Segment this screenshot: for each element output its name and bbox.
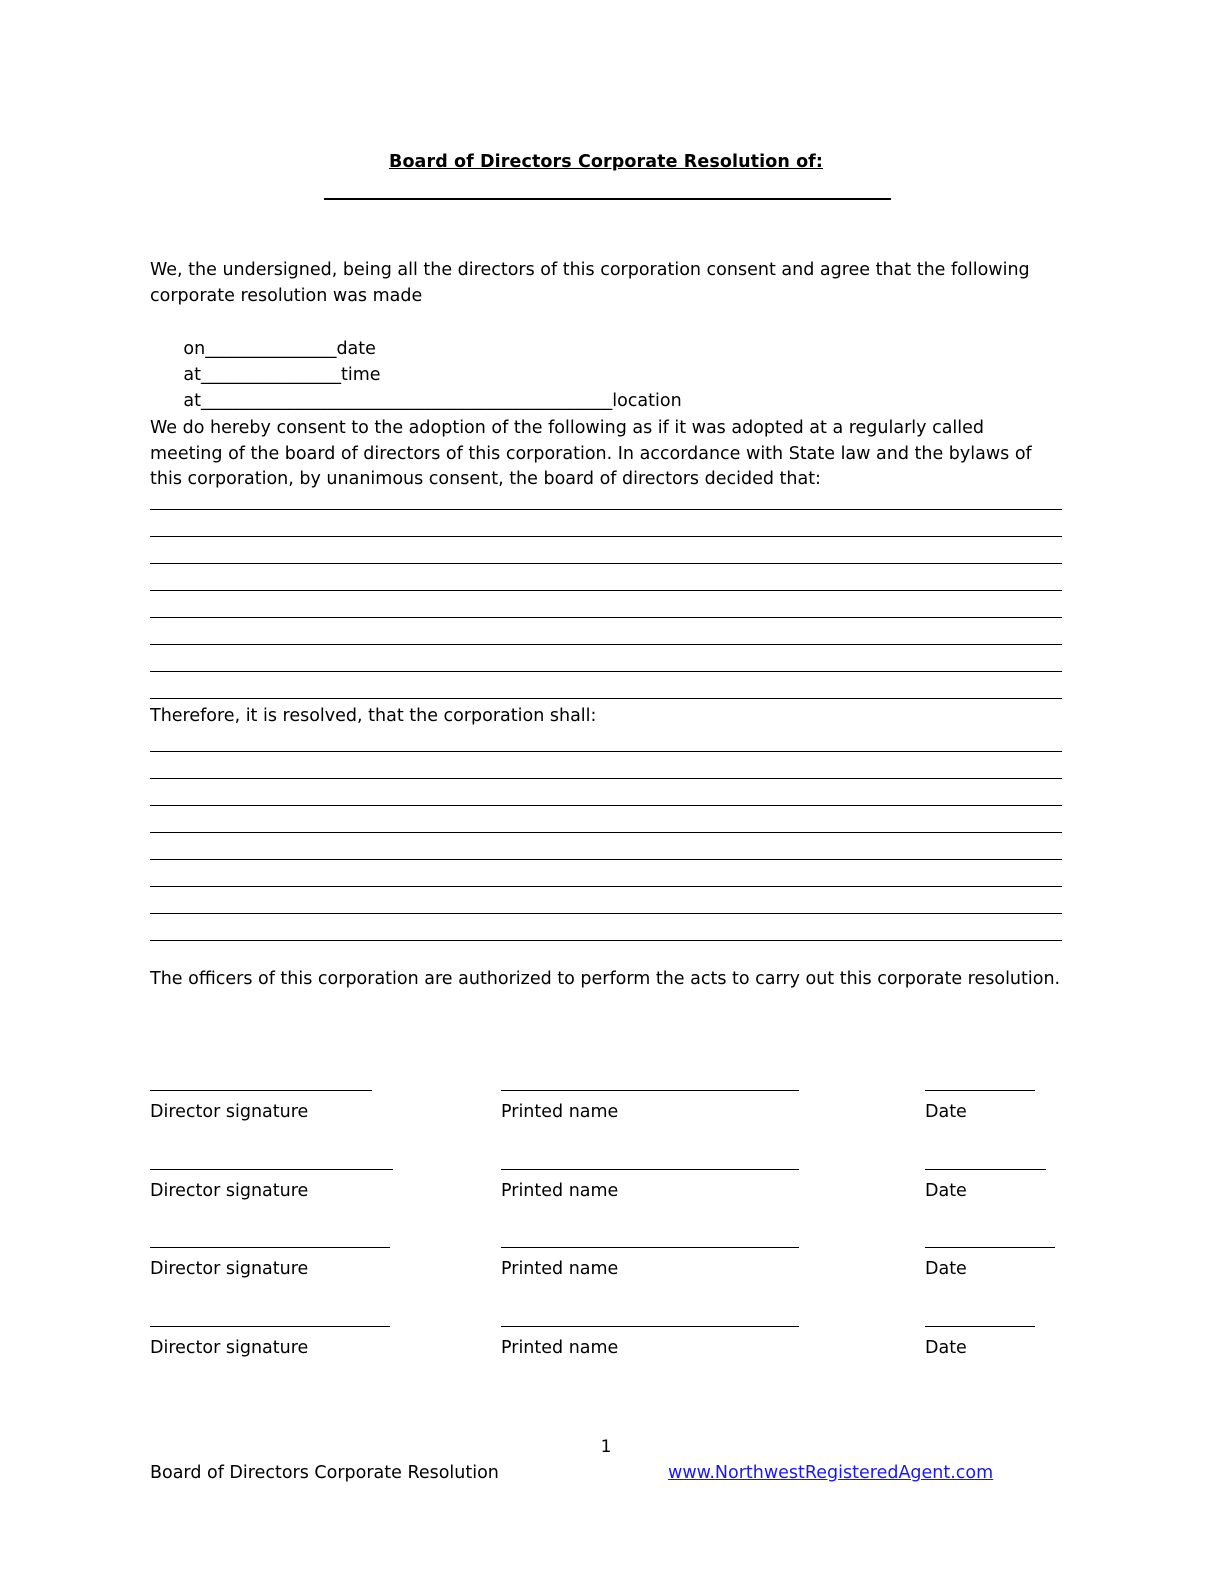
signature-row [150,1072,1062,1144]
resolution-write-line[interactable] [150,536,1062,537]
resolution-write-line[interactable] [150,563,1062,564]
fill-line-time-blank[interactable]: ________________ [200,364,341,385]
resolved-write-line[interactable] [150,778,1062,779]
resolved-write-line[interactable] [150,940,1062,941]
director-signature-label: Director signature [150,1102,309,1122]
fill-line-time-prefix: at [183,364,201,385]
footer-title: Board of Directors Corporate Resolution [150,1463,499,1483]
director-signature-line[interactable] [150,1247,390,1248]
resolution-write-line[interactable] [150,698,1062,699]
intro-paragraph: We, the undersigned, being all the directors of this corporation consent and agree that the following corporate resolution was made [150,260,1036,306]
printed-name-label: Printed name [501,1259,619,1279]
resolved-write-line[interactable] [150,832,1062,833]
resolution-write-line[interactable] [150,671,1062,672]
fill-line-time-suffix: time [340,364,381,385]
printed-name-label: Printed name [501,1102,619,1122]
date-line[interactable] [925,1326,1035,1327]
resolution-write-line[interactable] [150,644,1062,645]
date-label: Date [925,1259,967,1279]
resolved-write-line[interactable] [150,886,1062,887]
date-label: Date [925,1181,967,1201]
director-signature-label: Director signature [150,1338,309,1358]
fill-line-location-prefix: at [183,390,201,411]
resolved-write-line[interactable] [150,751,1062,752]
printed-name-line[interactable] [501,1326,799,1327]
signature-row [150,1151,1062,1223]
printed-name-label: Printed name [501,1338,619,1358]
footer-website-link[interactable]: www.NorthwestRegisteredAgent.com [668,1463,994,1483]
therefore-paragraph: Therefore, it is resolved, that the corporation shall: [150,706,597,726]
resolved-write-line[interactable] [150,805,1062,806]
fill-line-date-suffix: date [336,338,376,359]
date-line[interactable] [925,1247,1055,1248]
fill-line-date-blank[interactable]: _______________ [205,338,337,359]
date-label: Date [925,1338,967,1358]
authorization-paragraph: The officers of this corporation are authorized to perform the acts to carry out this corporate resolution. [150,969,1061,989]
page-title-container [150,152,1062,172]
resolved-write-line[interactable] [150,913,1062,914]
printed-name-label: Printed name [501,1181,619,1201]
resolution-write-line[interactable] [150,617,1062,618]
fill-line-location-blank[interactable]: _______________________________________________ [200,390,613,411]
director-signature-line[interactable] [150,1090,372,1091]
printed-name-line[interactable] [501,1169,799,1170]
director-signature-label: Director signature [150,1181,309,1201]
fill-line-date-prefix: on [183,338,206,359]
director-signature-line[interactable] [150,1326,390,1327]
title-blank-rule [324,198,891,200]
consent-paragraph: We do hereby consent to the adoption of the following as if it was adopted at a regularly called meeting of the board of directors of this corporation. In accordance with State law and the bylaws of this corporation, by unanimous consent, the board of directors decided that: [150,418,1038,489]
director-signature-line[interactable] [150,1169,393,1170]
signature-row [150,1308,1062,1380]
printed-name-line[interactable] [501,1090,799,1091]
date-label: Date [925,1102,967,1122]
page-number: 1 [600,1437,612,1457]
printed-name-line[interactable] [501,1247,799,1248]
resolved-write-line[interactable] [150,859,1062,860]
resolution-write-line[interactable] [150,590,1062,591]
date-line[interactable] [925,1169,1046,1170]
fill-line-location-suffix: location [612,390,682,411]
page-title: Board of Directors Corporate Resolution of: [389,152,823,172]
date-line[interactable] [925,1090,1035,1091]
signature-row [150,1229,1062,1301]
resolution-write-line[interactable] [150,509,1062,510]
director-signature-label: Director signature [150,1259,309,1279]
